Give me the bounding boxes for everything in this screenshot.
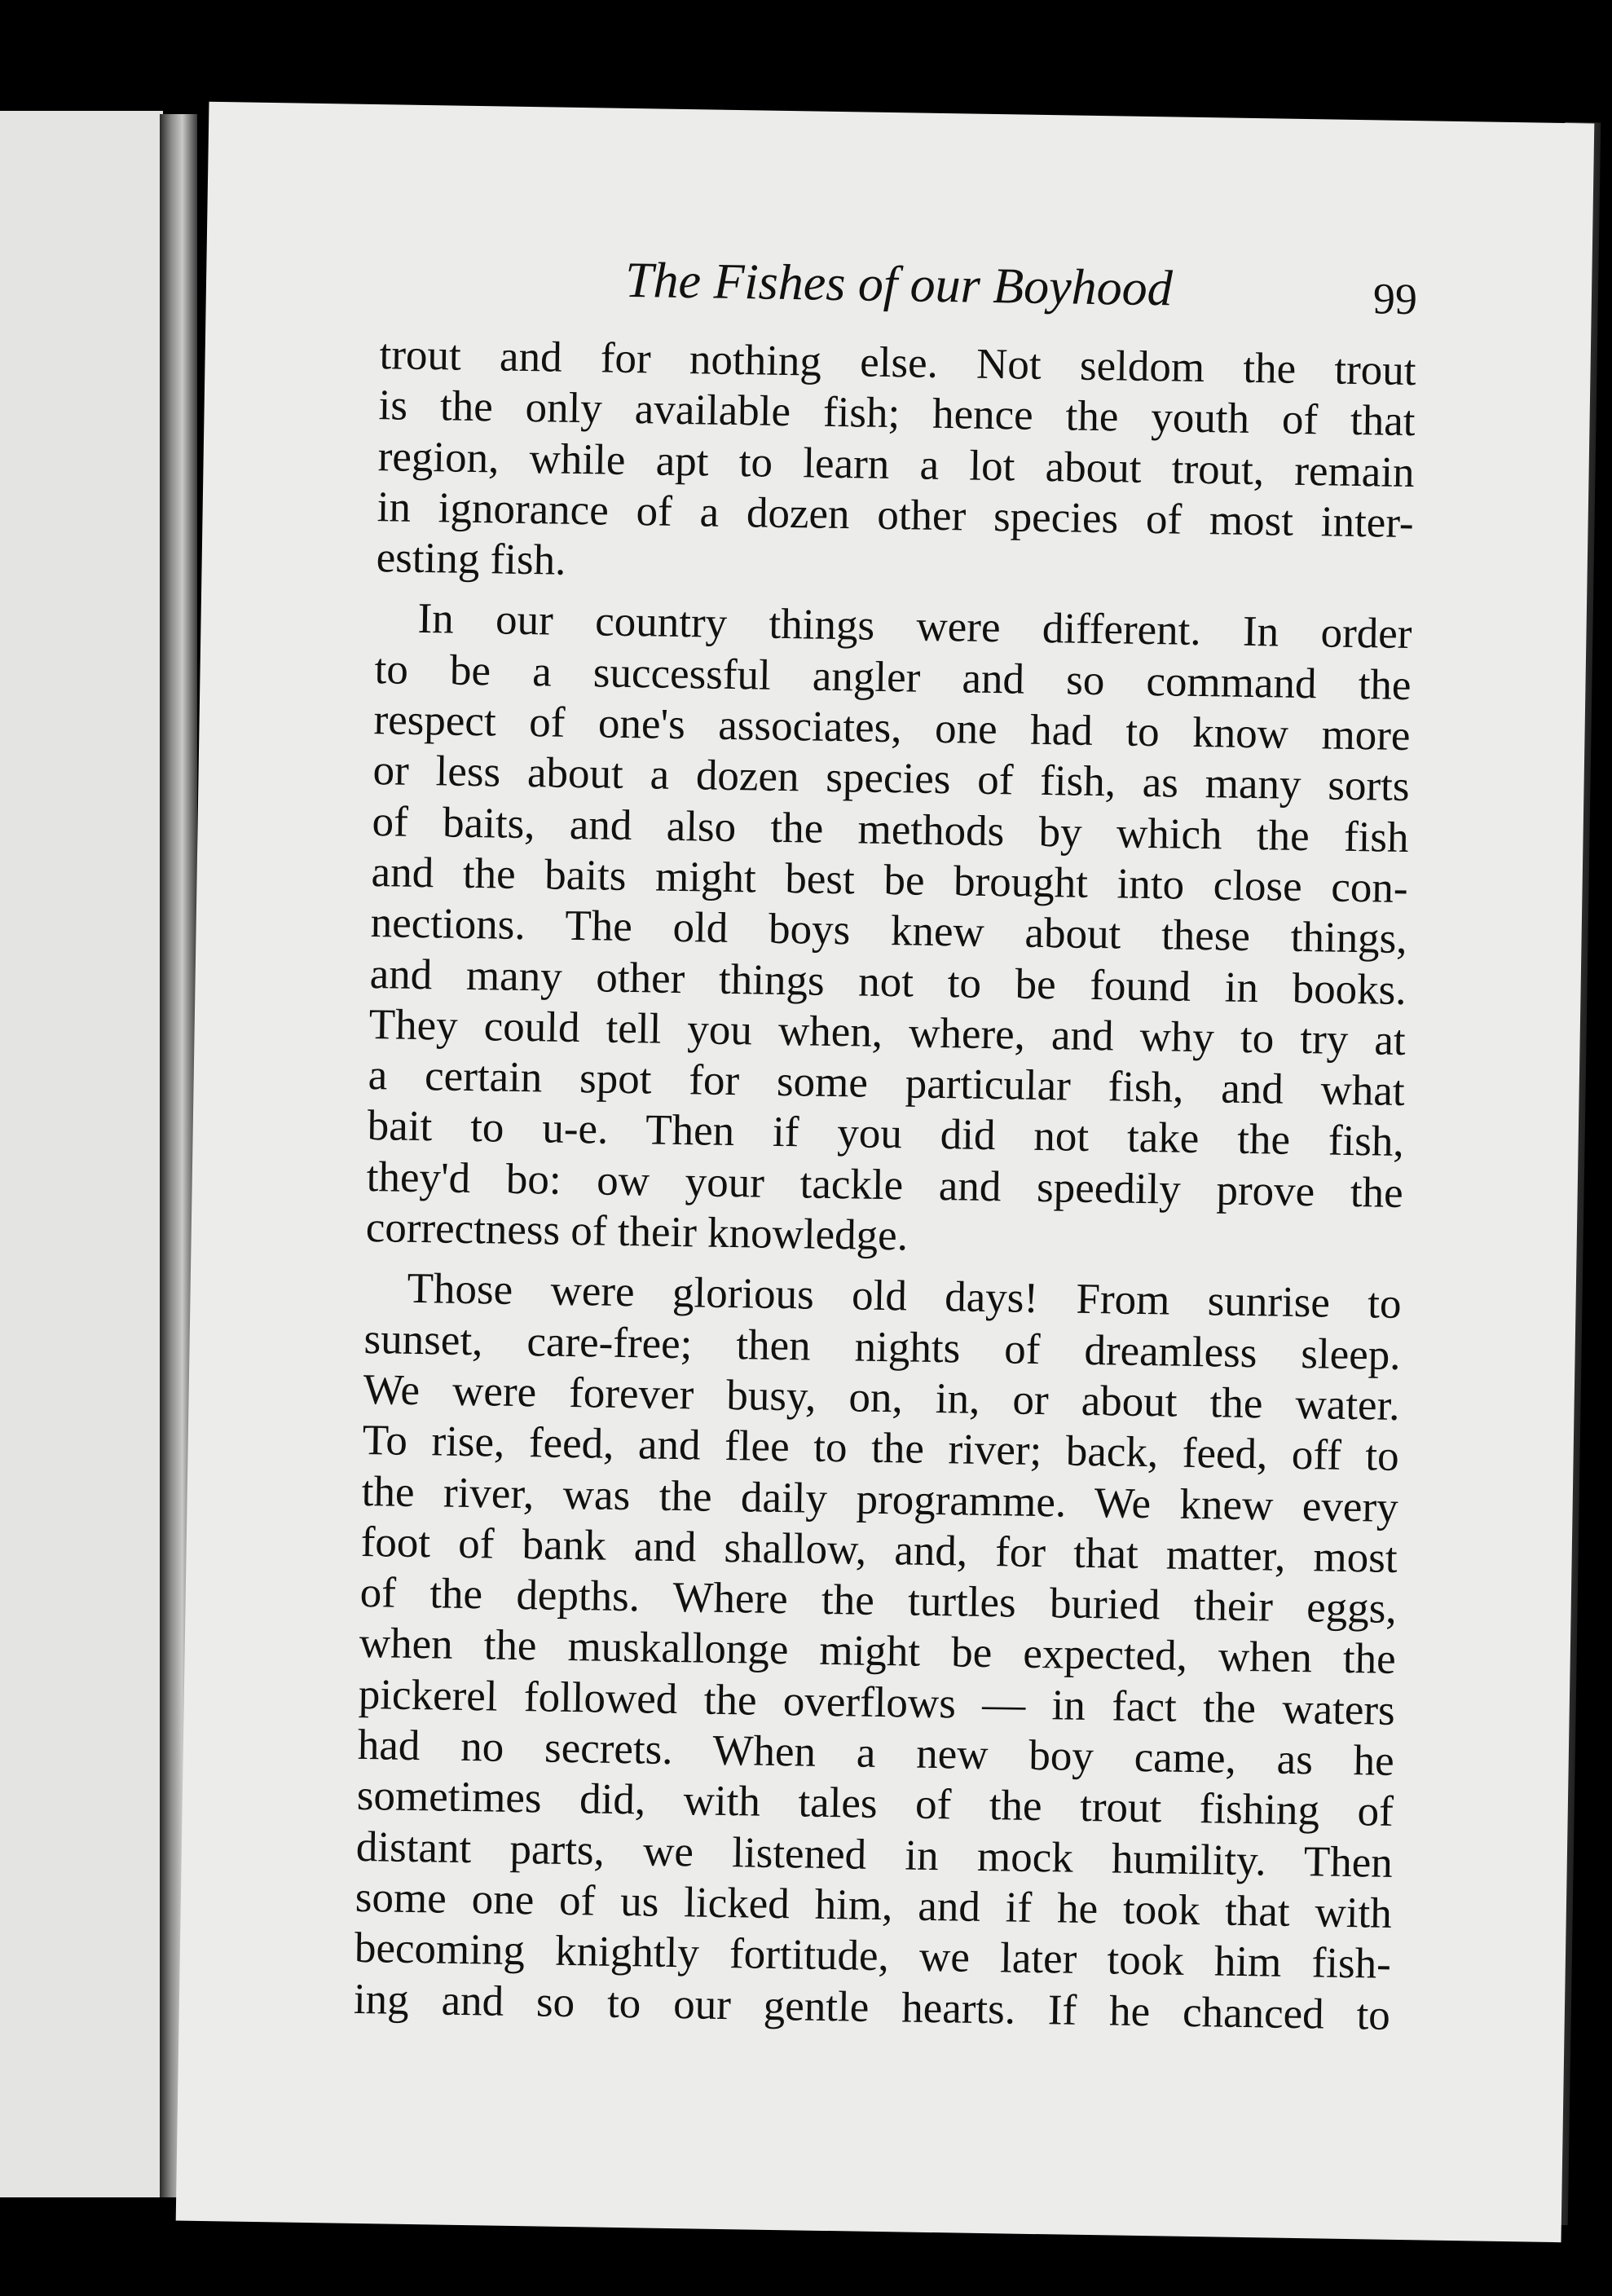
text-line: nections. The old boys knew about these things, xyxy=(370,899,1408,963)
paragraph-2 xyxy=(365,593,1412,1270)
text-line: We were forever busy, on, in, or about the water. xyxy=(363,1365,1401,1430)
page-number: 99 xyxy=(1372,274,1418,324)
text-line: They could tell you when, where, and why to try at xyxy=(368,1000,1407,1064)
text-line: a certain spot for some particular fish, and what xyxy=(368,1051,1406,1116)
text-line: some one of us licked him, and if he took that with xyxy=(355,1873,1393,1937)
book-page xyxy=(176,102,1595,2242)
left-page-edge xyxy=(0,111,163,2197)
text-line: To rise, feed, and flee to the river; back, feed, off to xyxy=(362,1417,1400,1481)
text-line: sometimes did, with tales of the trout fishing of xyxy=(356,1772,1394,1836)
running-title: The Fishes of our Boyhood xyxy=(624,252,1174,317)
text-line: region, while apt to learn a lot about trout, remain xyxy=(377,432,1416,496)
text-line: in ignorance of a dozen other species of most inter- xyxy=(377,483,1415,547)
text-line: pickerel followed the overflows — in fact the waters xyxy=(358,1670,1396,1734)
text-line: or less about a dozen species of fish, as many sorts xyxy=(372,747,1410,811)
text-line: sunset, care-free; then nights of dreamless sleep. xyxy=(363,1315,1402,1379)
text-line: Those were glorious old days! From sunrise to xyxy=(407,1265,1402,1329)
body-text xyxy=(353,329,1416,2041)
text-line: becoming knightly fortitude, we later took him fish- xyxy=(354,1924,1392,1989)
text-line: to be a successful angler and so command the xyxy=(374,645,1412,709)
text-line: In our country things were different. In order xyxy=(417,595,1412,659)
text-line: esting fish. xyxy=(376,534,566,584)
paragraph-3 xyxy=(353,1263,1402,2040)
text-line: when the muskallonge might be expected, when the xyxy=(359,1620,1397,1684)
page-content xyxy=(353,248,1417,2051)
text-line: distant parts, we listened in mock humility. Then xyxy=(355,1822,1394,1887)
text-line: respect of one's associates, one had to know more xyxy=(373,696,1411,760)
text-line: had no secrets. When a new boy came, as he xyxy=(357,1721,1395,1785)
text-line: of the depths. Where the turtles buried their eggs, xyxy=(359,1569,1398,1633)
text-line: the river, was the daily programme. We knew every xyxy=(361,1467,1399,1531)
text-line: foot of bank and shallow, and, for that matter, most xyxy=(360,1518,1398,1582)
running-head xyxy=(380,248,1417,346)
text-line: bait to u-e. Then if you did not take the fish, xyxy=(367,1102,1405,1166)
text-line: and the baits might best be brought into close con- xyxy=(371,848,1409,912)
text-line: they'd bo: ow your tackle and speedily prove the xyxy=(366,1152,1404,1217)
text-line: is the only available fish; hence the youth of that xyxy=(378,381,1416,446)
text-line: trout and for nothing else. Not seldom the trout xyxy=(379,331,1416,395)
text-line: and many other things not to be found in books. xyxy=(369,950,1407,1014)
text-line: of baits, and also the methods by which the fish xyxy=(372,797,1409,862)
text-line: correctness of their knowledge. xyxy=(365,1204,909,1260)
text-line: ing and so to our gentle hearts. If he chanced to xyxy=(353,1975,1391,2039)
paragraph-1 xyxy=(376,329,1416,599)
